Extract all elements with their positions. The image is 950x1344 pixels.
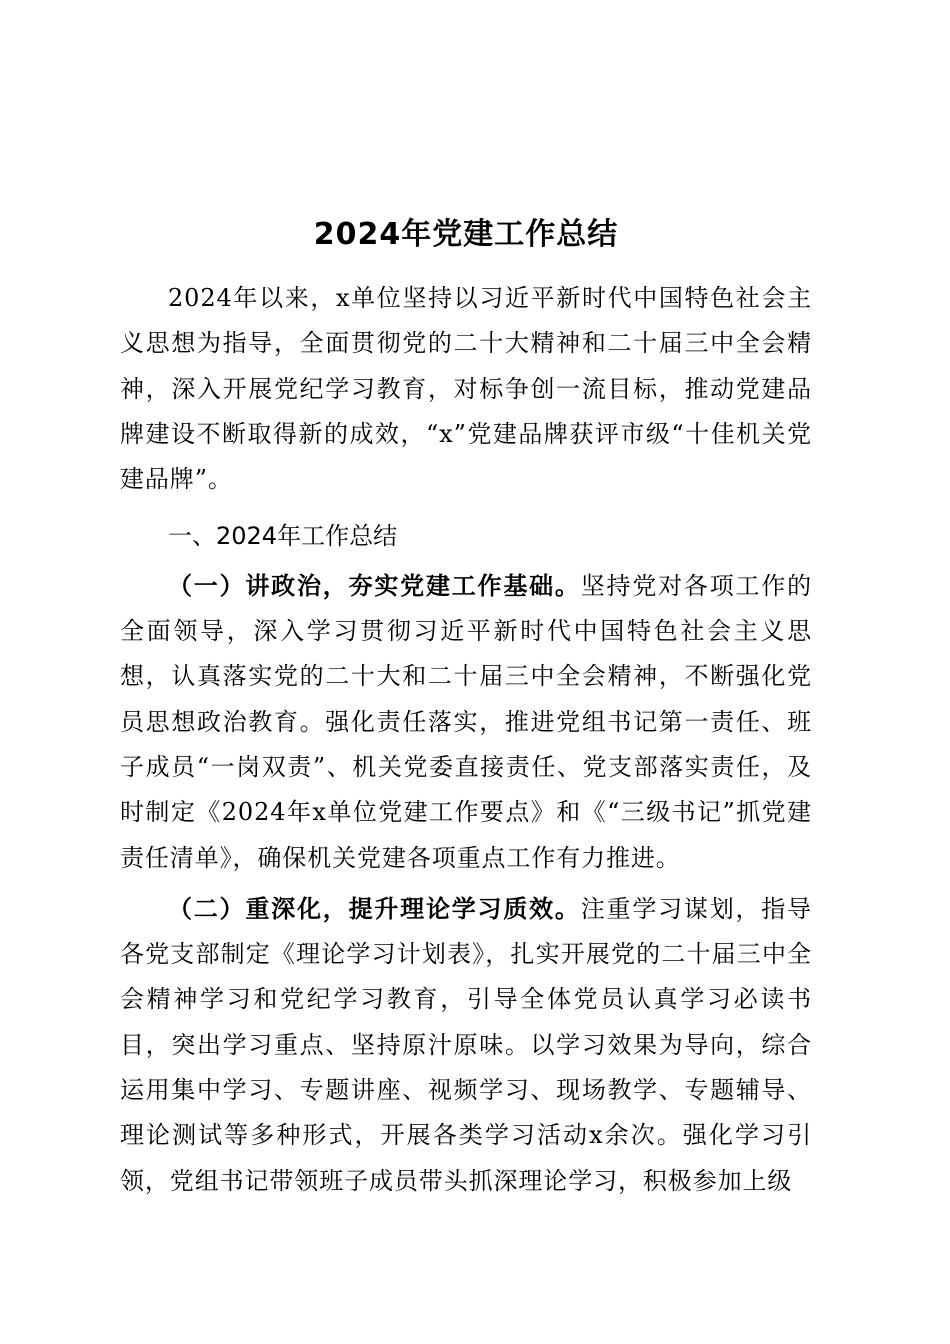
section-heading: 一、2024年工作总结 — [168, 522, 398, 551]
document-page — [120, 208, 812, 1204]
item-body-1: 坚持党对各项工作的全面领导，深入学习贯彻习近平新时代中国特色社会主义思想，认真落实党的二十大和二十届三中全会精神，不断强化党员思想政治教育。强化责任落实，推进党组书记第一责任、班子成员“一岗双责”、机关党委直接责任、党支部落实责任，及时制定《2024年x单位党建工作要点》和《“三级书记”抓党建责任清单》，确保机关党建各项重点工作有力推进。 — [120, 571, 812, 872]
item-paragraph-1 — [120, 564, 812, 881]
item-paragraph-2 — [120, 887, 812, 1204]
item-lead-2: （二）重深化，提升理论学习质效。 — [168, 894, 581, 923]
item-body-2: 注重学习谋划，指导各党支部制定《理论学习计划表》，扎实开展党的二十届三中全会精神学习和党纪学习教育，引导全体党员认真学习必读书目，突出学习重点、坚持原汁原味。以学习效果为导向，综合运用集中学习、专题讲座、视频学习、现场教学、专题辅导、理论测试等多种形式，开展各类学习活动x余次。强化学习引领，党组书记带领班子成员带头抓深理论学习，积极参加上级 — [120, 894, 812, 1195]
document-title: 2024年党建工作总结 — [313, 217, 619, 252]
intro-paragraph: 2024年以来，x单位坚持以习近平新时代中国特色社会主义思想为指导，全面贯彻党的二十大精神和二十届三中全会精神，深入开展党纪学习教育，对标争创一流目标，推动党建品牌建设不断取得新的成效，“x”党建品牌获评市级“十佳机关党建品牌”。 — [120, 284, 812, 494]
item-lead-1: （一）讲政治，夯实党建工作基础。 — [168, 571, 581, 600]
